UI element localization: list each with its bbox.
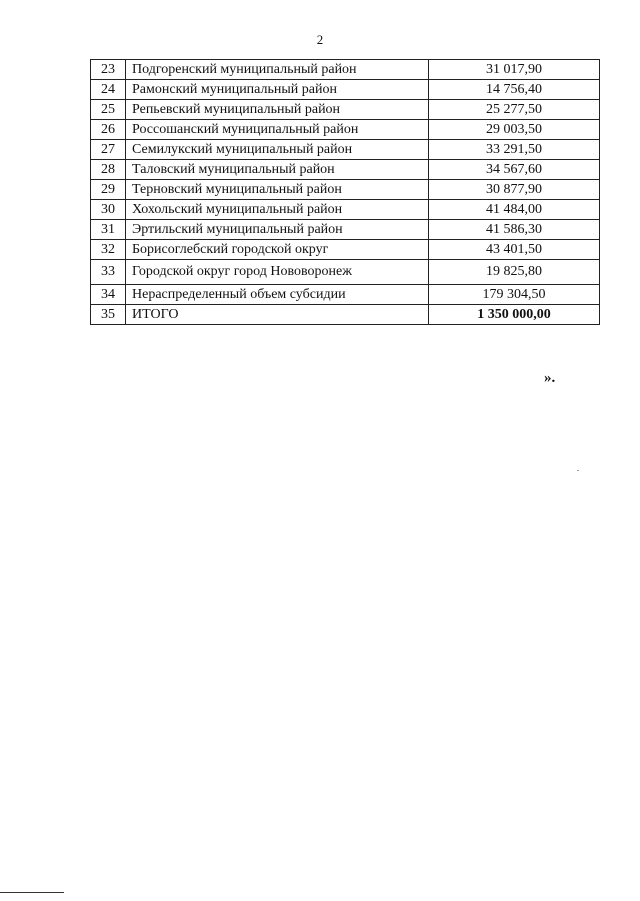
row-number: 35 — [91, 305, 126, 325]
page-number: 2 — [316, 32, 324, 47]
table-row — [91, 100, 600, 120]
total-label: ИТОГО — [126, 305, 429, 325]
row-number: 23 — [91, 60, 126, 80]
subsidy-amount: 34 567,60 — [429, 160, 600, 180]
total-row — [91, 305, 600, 325]
subsidy-amount: 43 401,50 — [429, 240, 600, 260]
closing-quote-mark: ». — [544, 370, 556, 386]
row-number: 25 — [91, 100, 126, 120]
subsidy-amount: 33 291,50 — [429, 140, 600, 160]
table-row — [91, 260, 600, 285]
table-row — [91, 160, 600, 180]
subsidy-amount: 30 877,90 — [429, 180, 600, 200]
municipality-name: Городской округ город Нововоронеж — [126, 260, 429, 285]
row-number: 29 — [91, 180, 126, 200]
municipality-name: Таловский муниципальный район — [126, 160, 429, 180]
row-number: 28 — [91, 160, 126, 180]
municipality-name: Борисоглебский городской округ — [126, 240, 429, 260]
row-number: 33 — [91, 260, 126, 285]
table-row — [91, 220, 600, 240]
subsidy-table — [90, 59, 600, 325]
municipality-name: Подгоренский муниципальный район — [126, 60, 429, 80]
municipality-name: Репьевский муниципальный район — [126, 100, 429, 120]
table-row — [91, 200, 600, 220]
subsidy-table-container — [90, 59, 600, 325]
row-number: 31 — [91, 220, 126, 240]
total-amount: 1 350 000,00 — [429, 305, 600, 325]
subsidy-amount: 19 825,80 — [429, 260, 600, 285]
municipality-name: Эртильский муниципальный район — [126, 220, 429, 240]
row-number: 27 — [91, 140, 126, 160]
table-row — [91, 80, 600, 100]
subsidy-amount: 25 277,50 — [429, 100, 600, 120]
municipality-name: Россошанский муниципальный район — [126, 120, 429, 140]
subsidy-amount: 31 017,90 — [429, 60, 600, 80]
table-row — [91, 60, 600, 80]
table-row — [91, 140, 600, 160]
row-number: 30 — [91, 200, 126, 220]
scan-artifact-dot — [577, 470, 579, 471]
municipality-name: Хохольский муниципальный район — [126, 200, 429, 220]
row-number: 24 — [91, 80, 126, 100]
row-number: 32 — [91, 240, 126, 260]
municipality-name: Семилукский муниципальный район — [126, 140, 429, 160]
municipality-name: Нераспределенный объем субсидии — [126, 285, 429, 305]
municipality-name: Рамонский муниципальный район — [126, 80, 429, 100]
footnote-separator-line — [0, 892, 64, 893]
table-row — [91, 120, 600, 140]
table-row — [91, 180, 600, 200]
subsidy-amount: 29 003,50 — [429, 120, 600, 140]
table-row — [91, 240, 600, 260]
subsidy-amount: 41 586,30 — [429, 220, 600, 240]
row-number: 34 — [91, 285, 126, 305]
subsidy-amount: 41 484,00 — [429, 200, 600, 220]
municipality-name: Терновский муниципальный район — [126, 180, 429, 200]
subsidy-amount: 14 756,40 — [429, 80, 600, 100]
subsidy-amount: 179 304,50 — [429, 285, 600, 305]
row-number: 26 — [91, 120, 126, 140]
table-row — [91, 285, 600, 305]
